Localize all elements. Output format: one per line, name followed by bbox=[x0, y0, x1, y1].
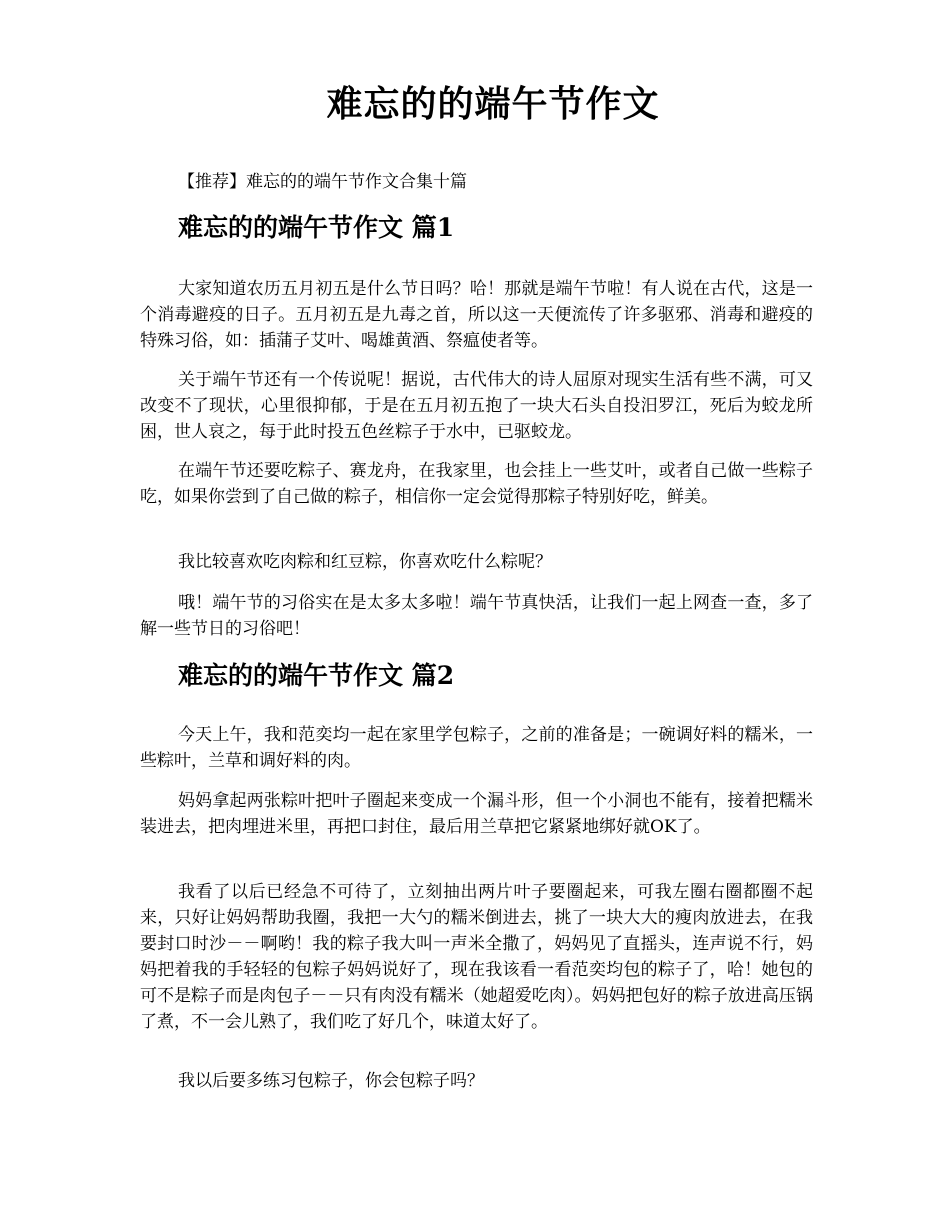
paragraph: 哦！端午节的习俗实在是太多太多啦！端午节真快活，让我们一起上网查一查，多了解一些节日的习俗吧！ bbox=[140, 593, 813, 639]
paragraph: 今天上午，我和范奕均一起在家里学包粽子，之前的准备是；一碗调好料的糯米，一些粽叶，兰草和调好料的肉。 bbox=[140, 725, 813, 771]
paragraph: 我看了以后已经急不可待了，立刻抽出两片叶子要圈起来，可我左圈右圈都圈不起来，只好让妈妈帮助我圈，我把一大勺的糯米倒进去，挑了一块大大的瘦肉放进去，在我要封口时沙－－啊哟！我的粽子我大叫一声米全撒了，妈妈见了直摇头，连声说不行，妈妈把着我的手轻轻的包粽子妈妈说好了，现在我该看一看范奕均包的粽子了，哈！她包的可不是粽子而是肉包子－－只有肉没有糯米（她超爱吃肉）。妈妈把包好的粽子放进高压锅了煮，不一会儿熟了，我们吃了好几个，味道太好了。 bbox=[140, 882, 813, 1032]
paragraph: 关于端午节还有一个传说呢！据说，古代伟大的诗人屈原对现实生活有些不满，可又改变不了现状，心里很抑郁，于是在五月初五抱了一块大石头自投汨罗江，死后为蛟龙所困，世人哀之，每于此时投五色丝粽子于水中，已驱蛟龙。 bbox=[140, 370, 813, 442]
document-title: 难忘的的端午节作文 bbox=[326, 83, 660, 125]
section-heading-1: 难忘的的端午节作文 篇1 bbox=[178, 213, 455, 242]
paragraph: 大家知道农历五月初五是什么节日吗？哈！那就是端午节啦！有人说在古代，这是一个消毒避疫的日子。五月初五是九毒之首，所以这一天便流传了许多驱邪、消毒和避疫的特殊习俗，如：插蒲子艾叶、喝雄黄酒、祭瘟使者等。 bbox=[140, 279, 813, 351]
section-heading-2: 难忘的的端午节作文 篇2 bbox=[178, 661, 455, 690]
paragraph: 我比较喜欢吃肉粽和红豆粽，你喜欢吃什么粽呢？ bbox=[178, 552, 552, 572]
paragraph: 在端午节还要吃粽子、赛龙舟，在我家里，也会挂上一些艾叶，或者自己做一些粽子吃，如果你尝到了自己做的粽子，相信你一定会觉得那粽子特别好吃，鲜美。 bbox=[140, 461, 813, 507]
paragraph: 妈妈拿起两张粽叶把叶子圈起来变成一个漏斗形，但一个小洞也不能有，接着把糯米装进去，把肉埋进米里，再把口封住，最后用兰草把它紧紧地绑好就OK了。 bbox=[140, 791, 813, 837]
recommend-line: 【推荐】难忘的的端午节作文合集十篇 bbox=[178, 172, 467, 192]
paragraph: 我以后要多练习包粽子，你会包粽子吗？ bbox=[178, 1071, 484, 1091]
